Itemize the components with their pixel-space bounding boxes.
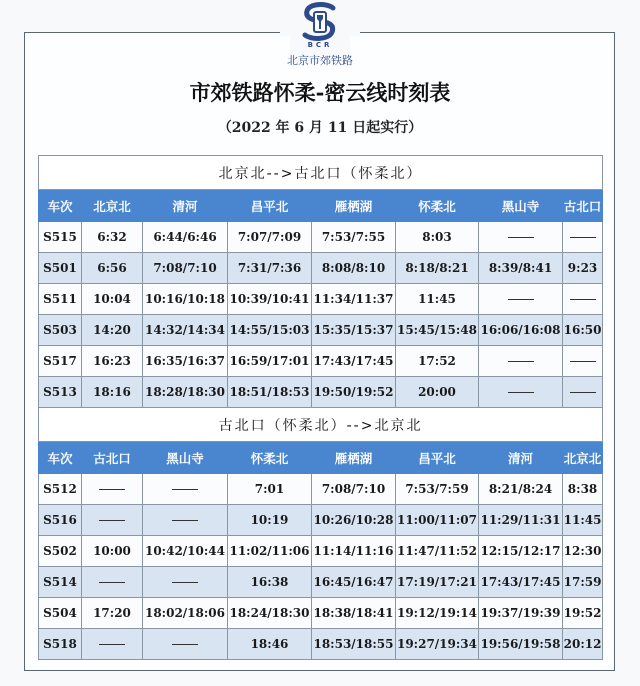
logo-abbr: BCR bbox=[307, 41, 333, 49]
time-cell: 18:16 bbox=[82, 377, 143, 408]
effective-date: （2022 年 6 月 11 日起实行） bbox=[217, 120, 423, 136]
train-number: S515 bbox=[39, 222, 82, 253]
table-row bbox=[39, 474, 603, 505]
page-title: 市郊铁路怀柔-密云线时刻表 bbox=[189, 80, 451, 105]
time-cell bbox=[479, 284, 563, 315]
time-cell: 8:03 bbox=[396, 222, 479, 253]
time-cell bbox=[82, 474, 143, 505]
time-cell bbox=[563, 346, 603, 377]
time-cell: 17:59 bbox=[563, 567, 603, 598]
time-cell: 8:18/8:21 bbox=[396, 253, 479, 284]
time-cell: 7:07/7:09 bbox=[228, 222, 312, 253]
time-cell bbox=[143, 567, 228, 598]
train-number: S503 bbox=[39, 315, 82, 346]
time-cell bbox=[143, 474, 228, 505]
column-header: 雁栖湖 bbox=[312, 442, 396, 474]
time-cell bbox=[563, 377, 603, 408]
time-cell: 14:55/15:03 bbox=[228, 315, 312, 346]
column-header: 怀柔北 bbox=[396, 190, 479, 222]
time-cell bbox=[82, 629, 143, 660]
column-header: 车次 bbox=[39, 442, 82, 474]
column-header: 北京北 bbox=[563, 442, 603, 474]
time-cell: 11:29/11:31 bbox=[479, 505, 563, 536]
time-cell: 6:32 bbox=[82, 222, 143, 253]
time-cell: 17:20 bbox=[82, 598, 143, 629]
train-number: S504 bbox=[39, 598, 82, 629]
column-header: 昌平北 bbox=[396, 442, 479, 474]
time-cell: 16:45/16:47 bbox=[312, 567, 396, 598]
table-row bbox=[39, 284, 603, 315]
train-number: S502 bbox=[39, 536, 82, 567]
time-cell: 8:38 bbox=[563, 474, 603, 505]
time-cell: 8:39/8:41 bbox=[479, 253, 563, 284]
direction-title: 北京北-->古北口（怀柔北） bbox=[39, 156, 603, 190]
no-stop-dash bbox=[508, 361, 534, 363]
no-stop-dash bbox=[99, 489, 125, 491]
no-stop-dash bbox=[172, 644, 198, 646]
time-cell: 9:23 bbox=[563, 253, 603, 284]
time-cell: 10:16/10:18 bbox=[143, 284, 228, 315]
time-cell bbox=[82, 567, 143, 598]
time-cell: 6:56 bbox=[82, 253, 143, 284]
time-cell: 16:38 bbox=[228, 567, 312, 598]
time-cell bbox=[479, 346, 563, 377]
column-header: 黑山寺 bbox=[143, 442, 228, 474]
train-number: S513 bbox=[39, 377, 82, 408]
time-cell: 8:21/8:24 bbox=[479, 474, 563, 505]
table-row bbox=[39, 567, 603, 598]
time-cell: 20:00 bbox=[396, 377, 479, 408]
time-cell: 10:39/10:41 bbox=[228, 284, 312, 315]
no-stop-dash bbox=[570, 299, 596, 301]
time-cell: 10:26/10:28 bbox=[312, 505, 396, 536]
time-cell: 14:32/14:34 bbox=[143, 315, 228, 346]
no-stop-dash bbox=[508, 392, 534, 394]
time-cell bbox=[82, 505, 143, 536]
time-cell: 16:06/16:08 bbox=[479, 315, 563, 346]
column-header: 清河 bbox=[479, 442, 563, 474]
time-cell: 11:45 bbox=[563, 505, 603, 536]
table-row bbox=[39, 598, 603, 629]
logo-name: 北京市郊铁路 bbox=[287, 54, 353, 67]
time-cell: 18:28/18:30 bbox=[143, 377, 228, 408]
time-cell: 15:45/15:48 bbox=[396, 315, 479, 346]
time-cell bbox=[563, 284, 603, 315]
time-cell: 10:00 bbox=[82, 536, 143, 567]
no-stop-dash bbox=[508, 299, 534, 301]
no-stop-dash bbox=[570, 361, 596, 363]
timetable bbox=[38, 155, 603, 660]
train-number: S516 bbox=[39, 505, 82, 536]
time-cell: 11:00/11:07 bbox=[396, 505, 479, 536]
train-number: S501 bbox=[39, 253, 82, 284]
time-cell: 14:20 bbox=[82, 315, 143, 346]
table-row bbox=[39, 505, 603, 536]
column-header: 车次 bbox=[39, 190, 82, 222]
time-cell bbox=[479, 222, 563, 253]
column-header: 黑山寺 bbox=[479, 190, 563, 222]
train-number: S514 bbox=[39, 567, 82, 598]
time-cell: 16:50 bbox=[563, 315, 603, 346]
outbound-header-row bbox=[39, 190, 603, 222]
time-cell bbox=[563, 222, 603, 253]
table-row bbox=[39, 222, 603, 253]
table-row bbox=[39, 536, 603, 567]
time-cell: 12:15/12:17 bbox=[479, 536, 563, 567]
inbound-header-row bbox=[39, 442, 603, 474]
time-cell: 17:19/17:21 bbox=[396, 567, 479, 598]
time-cell: 7:01 bbox=[228, 474, 312, 505]
outbound-direction-row bbox=[39, 156, 603, 190]
time-cell: 18:38/18:41 bbox=[312, 598, 396, 629]
time-cell: 16:23 bbox=[82, 346, 143, 377]
time-cell: 11:14/11:16 bbox=[312, 536, 396, 567]
time-cell: 19:37/19:39 bbox=[479, 598, 563, 629]
time-cell: 15:35/15:37 bbox=[312, 315, 396, 346]
time-cell: 10:04 bbox=[82, 284, 143, 315]
time-cell: 7:08/7:10 bbox=[312, 474, 396, 505]
time-cell: 16:59/17:01 bbox=[228, 346, 312, 377]
time-cell bbox=[143, 629, 228, 660]
no-stop-dash bbox=[508, 237, 534, 239]
time-cell: 8:08/8:10 bbox=[312, 253, 396, 284]
table-row bbox=[39, 346, 603, 377]
table-row bbox=[39, 315, 603, 346]
column-header: 清河 bbox=[143, 190, 228, 222]
time-cell: 17:43/17:45 bbox=[479, 567, 563, 598]
no-stop-dash bbox=[172, 489, 198, 491]
train-number: S517 bbox=[39, 346, 82, 377]
time-cell: 17:43/17:45 bbox=[312, 346, 396, 377]
table-row bbox=[39, 629, 603, 660]
column-header: 北京北 bbox=[82, 190, 143, 222]
time-cell: 11:34/11:37 bbox=[312, 284, 396, 315]
time-cell: 12:30 bbox=[563, 536, 603, 567]
time-cell: 19:27/19:34 bbox=[396, 629, 479, 660]
time-cell: 7:31/7:36 bbox=[228, 253, 312, 284]
time-cell: 18:24/18:30 bbox=[228, 598, 312, 629]
train-number: S512 bbox=[39, 474, 82, 505]
direction-title: 古北口（怀柔北）-->北京北 bbox=[39, 408, 603, 442]
time-cell bbox=[479, 377, 563, 408]
table-row bbox=[39, 253, 603, 284]
time-cell: 11:45 bbox=[396, 284, 479, 315]
column-header: 雁栖湖 bbox=[312, 190, 396, 222]
column-header: 昌平北 bbox=[228, 190, 312, 222]
time-cell: 18:51/18:53 bbox=[228, 377, 312, 408]
bcr-logo-icon bbox=[299, 2, 341, 42]
time-cell: 7:53/7:59 bbox=[396, 474, 479, 505]
time-cell: 10:19 bbox=[228, 505, 312, 536]
train-number: S518 bbox=[39, 629, 82, 660]
time-cell: 17:52 bbox=[396, 346, 479, 377]
no-stop-dash bbox=[99, 582, 125, 584]
time-cell bbox=[143, 505, 228, 536]
no-stop-dash bbox=[570, 237, 596, 239]
time-cell: 19:56/19:58 bbox=[479, 629, 563, 660]
time-cell: 18:53/18:55 bbox=[312, 629, 396, 660]
time-cell: 7:08/7:10 bbox=[143, 253, 228, 284]
time-cell: 18:46 bbox=[228, 629, 312, 660]
time-cell: 18:02/18:06 bbox=[143, 598, 228, 629]
column-header: 古北口 bbox=[563, 190, 603, 222]
column-header: 古北口 bbox=[82, 442, 143, 474]
no-stop-dash bbox=[570, 392, 596, 394]
time-cell: 20:12 bbox=[563, 629, 603, 660]
no-stop-dash bbox=[99, 644, 125, 646]
time-cell: 19:50/19:52 bbox=[312, 377, 396, 408]
train-number: S511 bbox=[39, 284, 82, 315]
table-row bbox=[39, 377, 603, 408]
time-cell: 19:12/19:14 bbox=[396, 598, 479, 629]
time-cell: 6:44/6:46 bbox=[143, 222, 228, 253]
no-stop-dash bbox=[99, 520, 125, 522]
time-cell: 11:02/11:06 bbox=[228, 536, 312, 567]
column-header: 怀柔北 bbox=[228, 442, 312, 474]
no-stop-dash bbox=[172, 582, 198, 584]
time-cell: 10:42/10:44 bbox=[143, 536, 228, 567]
time-cell: 11:47/11:52 bbox=[396, 536, 479, 567]
time-cell: 19:52 bbox=[563, 598, 603, 629]
time-cell: 7:53/7:55 bbox=[312, 222, 396, 253]
no-stop-dash bbox=[172, 520, 198, 522]
inbound-direction-row bbox=[39, 408, 603, 442]
time-cell: 16:35/16:37 bbox=[143, 346, 228, 377]
